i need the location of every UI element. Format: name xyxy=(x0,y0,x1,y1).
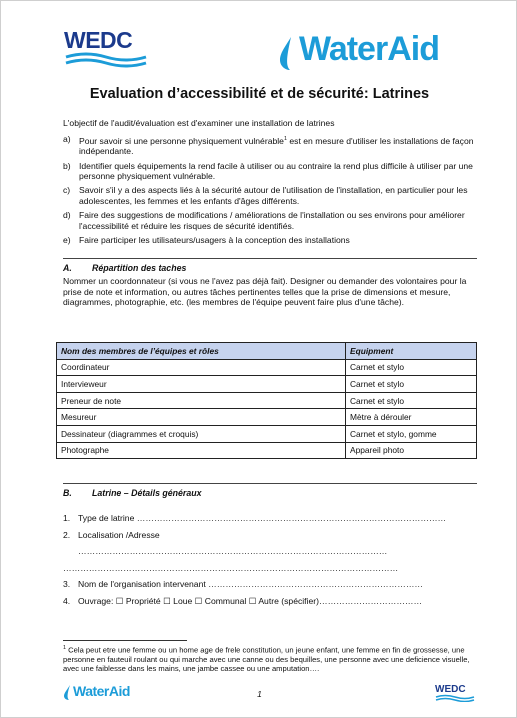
wateraid-logo xyxy=(277,29,467,71)
table-row xyxy=(57,376,477,393)
list-item xyxy=(63,161,483,182)
list-item xyxy=(63,185,483,206)
table-row xyxy=(57,392,477,409)
table-header-roles: Nom des membres de l’équipes et rôles xyxy=(57,343,346,360)
field-number: 2. xyxy=(63,530,71,540)
table-cell-equipment: Carnet et stylo xyxy=(346,376,477,393)
footer-wateraid-text: WaterAid xyxy=(73,683,130,699)
field-latrine-type xyxy=(63,513,446,523)
list-item-letter: d) xyxy=(63,210,71,221)
list-item-text: Pour savoir si une personne physiquement vulnérable xyxy=(79,135,284,146)
field-ownership xyxy=(63,596,422,607)
fill-line[interactable]: ……………………………………………………………………………………………… xyxy=(78,546,388,556)
field-label: Type de latrine xyxy=(78,513,135,523)
wedc-wave-icon xyxy=(64,27,148,69)
list-item-letter: c) xyxy=(63,185,71,196)
fill-line[interactable]: ……………………………………………………………………………………………………… xyxy=(63,563,399,573)
fill-line[interactable]: ……………………………………………………………………………………………… xyxy=(136,513,447,523)
intro-text: L'objectif de l'audit/évaluation est d'examiner une installation de latrines xyxy=(63,118,335,128)
field-label: Localisation /Adresse xyxy=(78,530,160,540)
table-cell-equipment: Carnet et stylo xyxy=(346,359,477,376)
field-location xyxy=(63,530,160,540)
field-number: 3. xyxy=(63,579,71,589)
wateraid-logo-text: WaterAid xyxy=(299,30,439,68)
table-cell-equipment: Mètre à dérouler xyxy=(346,409,477,426)
list-item xyxy=(63,235,483,246)
objectives-list xyxy=(63,134,483,249)
section-a-label: A. xyxy=(63,263,72,273)
list-item-letter: b) xyxy=(63,160,71,171)
field-number: 1. xyxy=(63,513,71,523)
section-a-title: Répartition des taches xyxy=(92,263,187,273)
footer-wedc-text: WEDC xyxy=(435,684,466,695)
table-header-row xyxy=(57,343,477,360)
water-drop-icon xyxy=(277,33,299,73)
list-item-text: Savoir s'il y a des aspects liés à la sécurité autour de l'utilisation de l'installation, en particulier pour les adolescentes, les femmes et les enfants d'âges différents. xyxy=(79,185,468,207)
wedc-logo-text: WEDC xyxy=(64,27,133,53)
list-item-text: Faire participer les utilisateurs/usagers à la conception des installations xyxy=(79,234,350,245)
footnote xyxy=(63,644,481,673)
table-cell-equipment: Carnet et stylo, gomme xyxy=(346,425,477,442)
table-cell-role: Preneur de note xyxy=(57,392,346,409)
wedc-logo xyxy=(64,27,148,69)
table-cell-role: Mesureur xyxy=(57,409,346,426)
list-item-text: Identifier quels équipements la rend facile à utiliser ou au contraire la rend plus difficile à utiliser par une personne physiquement vulnérable. xyxy=(79,160,473,182)
footnote-ref: 1 xyxy=(283,136,288,142)
list-item-text-cont: est en mesure d'utiliser les installations de façon indépendante. xyxy=(79,135,474,157)
section-a-heading xyxy=(63,263,186,273)
footnote-number: 1 xyxy=(63,645,67,651)
field-number: 4. xyxy=(63,596,71,606)
list-item-text: Faire des suggestions de modifications / améliorations de l'installation ou ses environs pour améliorer l'accessibilité et réduire les risques de sécurité identifiés. xyxy=(79,210,465,231)
ownership-options[interactable]: Ouvrage: ☐ Propriété ☐ Loue ☐ Communal ☐ Autre (spécifier)……………………………… xyxy=(78,596,423,606)
section-a-text: Nommer un coordonnateur (si vous ne l'avez pas déjà fait). Designer ou demander des volontaires pour la prise de note et information, ou autres tâches pertinentes telles que la prise de dimensions et mesure, diagrammes, photographie, etc. (les membres de l'équipe peuvent faire plus d'une tâche). xyxy=(63,276,467,308)
table-cell-equipment: Appareil photo xyxy=(346,442,477,459)
table-row xyxy=(57,442,477,459)
wedc-wave-icon xyxy=(435,684,475,702)
list-item xyxy=(63,210,483,231)
section-b-heading xyxy=(63,488,202,498)
table-cell-role: Photographe xyxy=(57,442,346,459)
field-label: Nom de l'organisation intervenant xyxy=(78,579,206,589)
table-cell-role: Intervieweur xyxy=(57,376,346,393)
list-item xyxy=(63,134,483,157)
table-row xyxy=(57,409,477,426)
table-cell-equipment: Carnet et stylo xyxy=(346,392,477,409)
footnote-text: Cela peut etre une femme ou un home age de frele constitution, un jeune enfant, une femme en fin de grossesse, une personne en fauteuil roulant ou qui marche avec une canne ou des bequilles, une personne avec une deficience visuelle, avec une faiblesse dans les mains, une jambe cassee ou une amputation…. xyxy=(63,645,470,673)
fill-line[interactable]: ………………………………………………………………… xyxy=(208,579,423,589)
section-divider xyxy=(63,258,477,259)
section-b-label: B. xyxy=(63,488,72,498)
section-b-title: Latrine – Détails généraux xyxy=(92,488,202,498)
table-row xyxy=(57,359,477,376)
table-row xyxy=(57,425,477,442)
table-header-equipment: Equipment xyxy=(346,343,477,360)
page-title: Evaluation d’accessibilité et de sécurité: Latrines xyxy=(89,86,430,102)
page-number: 1 xyxy=(257,689,262,699)
list-item-letter: e) xyxy=(63,234,71,245)
field-organisation xyxy=(63,579,423,589)
footnote-divider xyxy=(63,640,187,641)
footer-wedc-logo xyxy=(435,684,475,702)
section-divider xyxy=(63,483,477,484)
table-cell-role: Coordinateur xyxy=(57,359,346,376)
list-item-letter: a) xyxy=(63,134,71,144)
team-roles-table xyxy=(56,342,477,459)
table-cell-role: Dessinateur (diagrammes et croquis) xyxy=(57,425,346,442)
